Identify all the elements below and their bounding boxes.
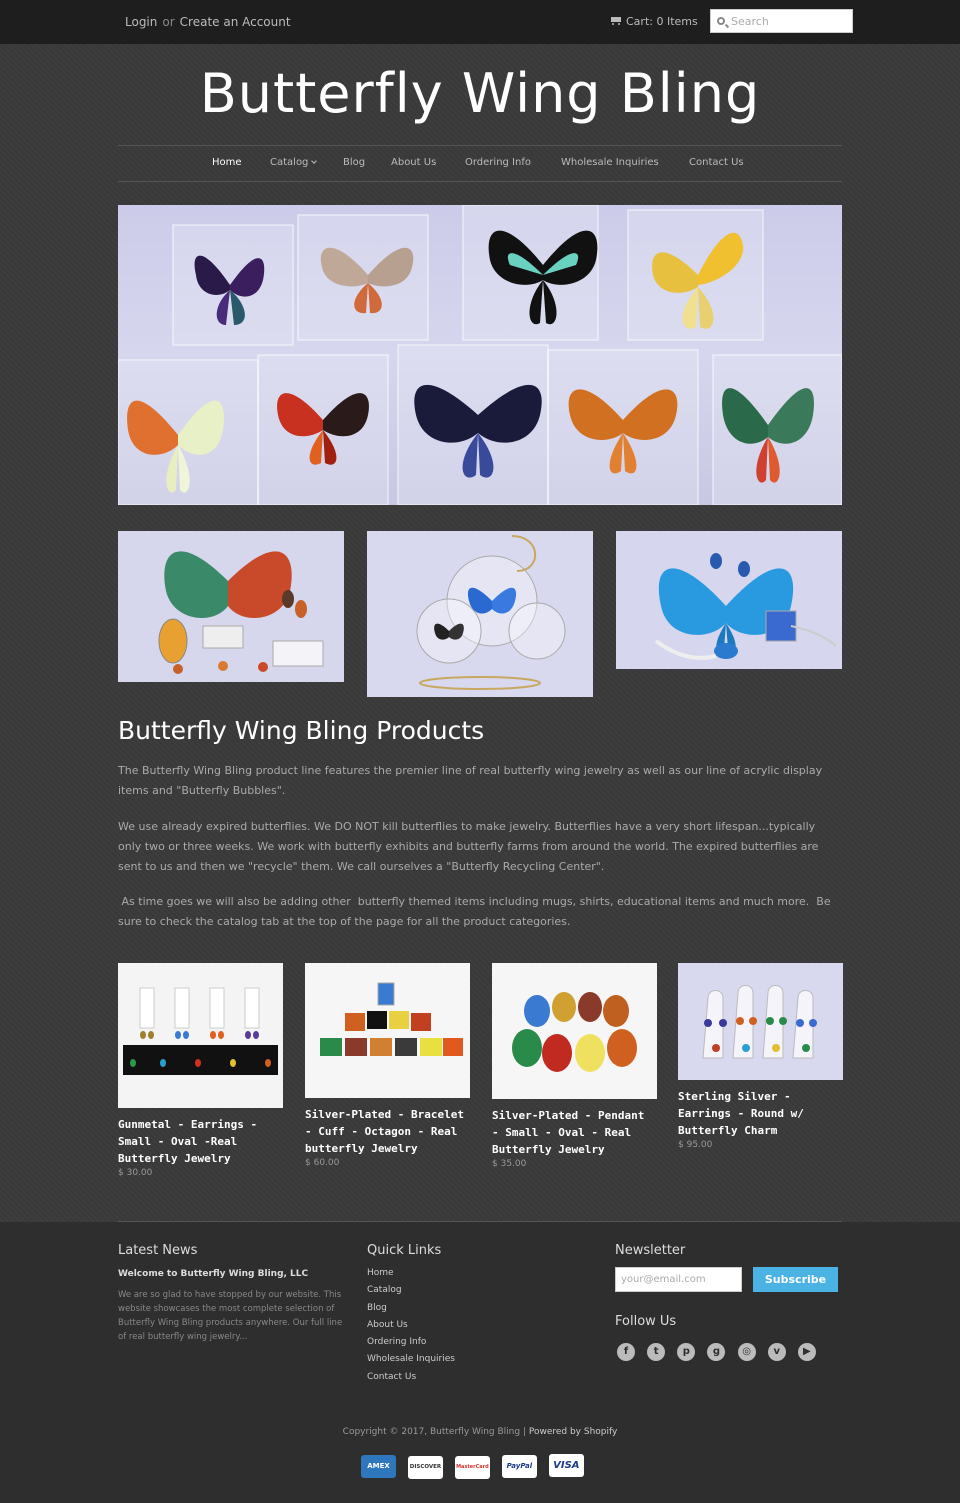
site-title[interactable]: Butterfly Wing Bling [199,62,761,125]
nav-catalog[interactable] [270,157,316,168]
product-card[interactable] [305,963,470,1168]
product-name[interactable]: Gunmetal - Earrings - Small - Oval -Real Butterfly Jewelry [118,1118,258,1165]
search-icon [717,17,725,25]
collection-thumbnail-bubbles[interactable] [367,531,593,697]
vimeo-icon[interactable]: v [768,1343,786,1361]
payment-icons [361,1454,591,1479]
product-card[interactable] [492,963,657,1169]
product-name[interactable]: Silver-Plated - Pendant - Small - Oval - Real Butterfly Jewelry [492,1109,645,1156]
product-name[interactable]: Silver-Plated - Bracelet - Cuff - Octagon - Real butterfly Jewelry [305,1108,464,1155]
product-card[interactable] [678,963,843,1150]
visa-icon: VISA [549,1454,584,1477]
page-title: Butterfly Wing Bling Products [118,716,485,745]
instagram-icon[interactable]: ◎ [738,1343,756,1361]
collection-thumbnail-blue-morpho[interactable] [616,531,842,669]
quick-links-heading: Quick Links [367,1243,442,1258]
product-price: $ 95.00 [678,1140,713,1150]
follow-us-heading: Follow Us [615,1314,677,1329]
newsletter-email-input[interactable] [615,1267,742,1292]
pinterest-icon[interactable]: p [677,1343,695,1361]
main-nav [118,145,842,182]
quick-link-wholesale-inquiries[interactable]: Wholesale Inquiries [367,1354,455,1365]
nav-ordering-info[interactable]: Ordering Info [465,157,531,168]
quick-link-home[interactable]: Home [367,1268,394,1278]
product-image[interactable] [678,963,843,1080]
product-price: $ 30.00 [118,1168,153,1178]
cart-icon [609,16,622,26]
news-article-excerpt: We are so glad to have stopped by our website. This website showcases the most complete selection of Butterfly Wing Bling products anywhere. Our full line of real butterfly wing jewelry... [118,1290,343,1342]
quick-link-about-us[interactable]: About Us [367,1319,408,1330]
nav-about-us[interactable]: About Us [391,157,437,168]
cart-label: Cart: 0 Items [626,15,698,28]
nav-catalog-label: Catalog [270,157,309,168]
product-image[interactable] [118,963,283,1108]
collection-thumbnail-jewelry[interactable] [118,531,344,682]
subscribe-button[interactable]: Subscribe [753,1267,838,1292]
create-account-link[interactable]: Create an Account [179,15,291,29]
mastercard-icon: MasterCard [455,1456,490,1479]
product-image[interactable] [492,963,657,1099]
nav-wholesale-inquiries[interactable]: Wholesale Inquiries [561,157,659,168]
product-image[interactable] [305,963,470,1098]
latest-news-heading: Latest News [118,1243,198,1258]
product-card[interactable] [118,963,283,1178]
nav-contact-us[interactable]: Contact Us [689,157,744,168]
newsletter-heading: Newsletter [615,1243,686,1258]
intro-paragraph-3: As time goes we will also be adding other butterfly themed items including mugs, shirts, educational items and much more. Be sure to check the catalog tab at the top of the page for all the product categories. [118,895,835,928]
quick-link-contact-us[interactable]: Contact Us [367,1371,417,1382]
twitter-icon[interactable]: t [647,1343,665,1361]
hero-banner-image[interactable] [118,205,842,505]
copyright-text: Copyright © 2017, Butterfly Wing Bling | [342,1427,529,1437]
quick-link-ordering-info[interactable]: Ordering Info [367,1337,427,1348]
top-bar [0,0,960,44]
or-text: or [162,15,175,29]
product-name[interactable]: Sterling Silver - Earrings - Round w/ Butterfly Charm [678,1090,804,1137]
account-links [125,15,291,29]
youtube-icon[interactable]: ▶ [798,1343,816,1361]
news-article-title[interactable]: Welcome to Butterfly Wing Bling, LLC [118,1269,309,1279]
amex-icon: AMEX [361,1455,396,1478]
google-plus-icon[interactable]: g [707,1343,725,1361]
quick-link-blog[interactable]: Blog [367,1302,387,1313]
social-icons [617,1341,824,1361]
cart-link[interactable] [609,15,698,28]
discover-icon: DISCOVER [408,1456,443,1479]
login-link[interactable]: Login [125,15,158,29]
product-price: $ 35.00 [492,1159,527,1169]
paypal-icon: PayPal [502,1455,537,1478]
nav-blog[interactable]: Blog [343,157,366,168]
facebook-icon[interactable]: f [617,1343,635,1361]
nav-home[interactable]: Home [212,157,242,168]
quick-links-list [367,1268,455,1389]
search-box [710,9,853,33]
quick-link-catalog[interactable]: Catalog [367,1285,402,1296]
intro-paragraph-2: We use already expired butterflies. We DO NOT kill butterflies to make jewelry. Butterflies have a very short lifespan...typically only two or three weeks. We work with butterfly exhibits and butterfly farms from around the world. The expired butterflies are sent to us and then we "recycle" them. We call ourselves a "Butterfly Recycling Center". [118,820,819,873]
search-input[interactable] [731,12,849,30]
product-price: $ 60.00 [305,1158,340,1168]
chevron-down-icon [312,158,318,164]
copyright [0,1427,960,1437]
intro-paragraph-1: The Butterfly Wing Bling product line features the premier line of real butterfly wing jewelry as well as our line of acrylic display items and "Butterfly Bubbles". [118,764,823,797]
powered-by-link[interactable]: Powered by Shopify [528,1427,618,1437]
